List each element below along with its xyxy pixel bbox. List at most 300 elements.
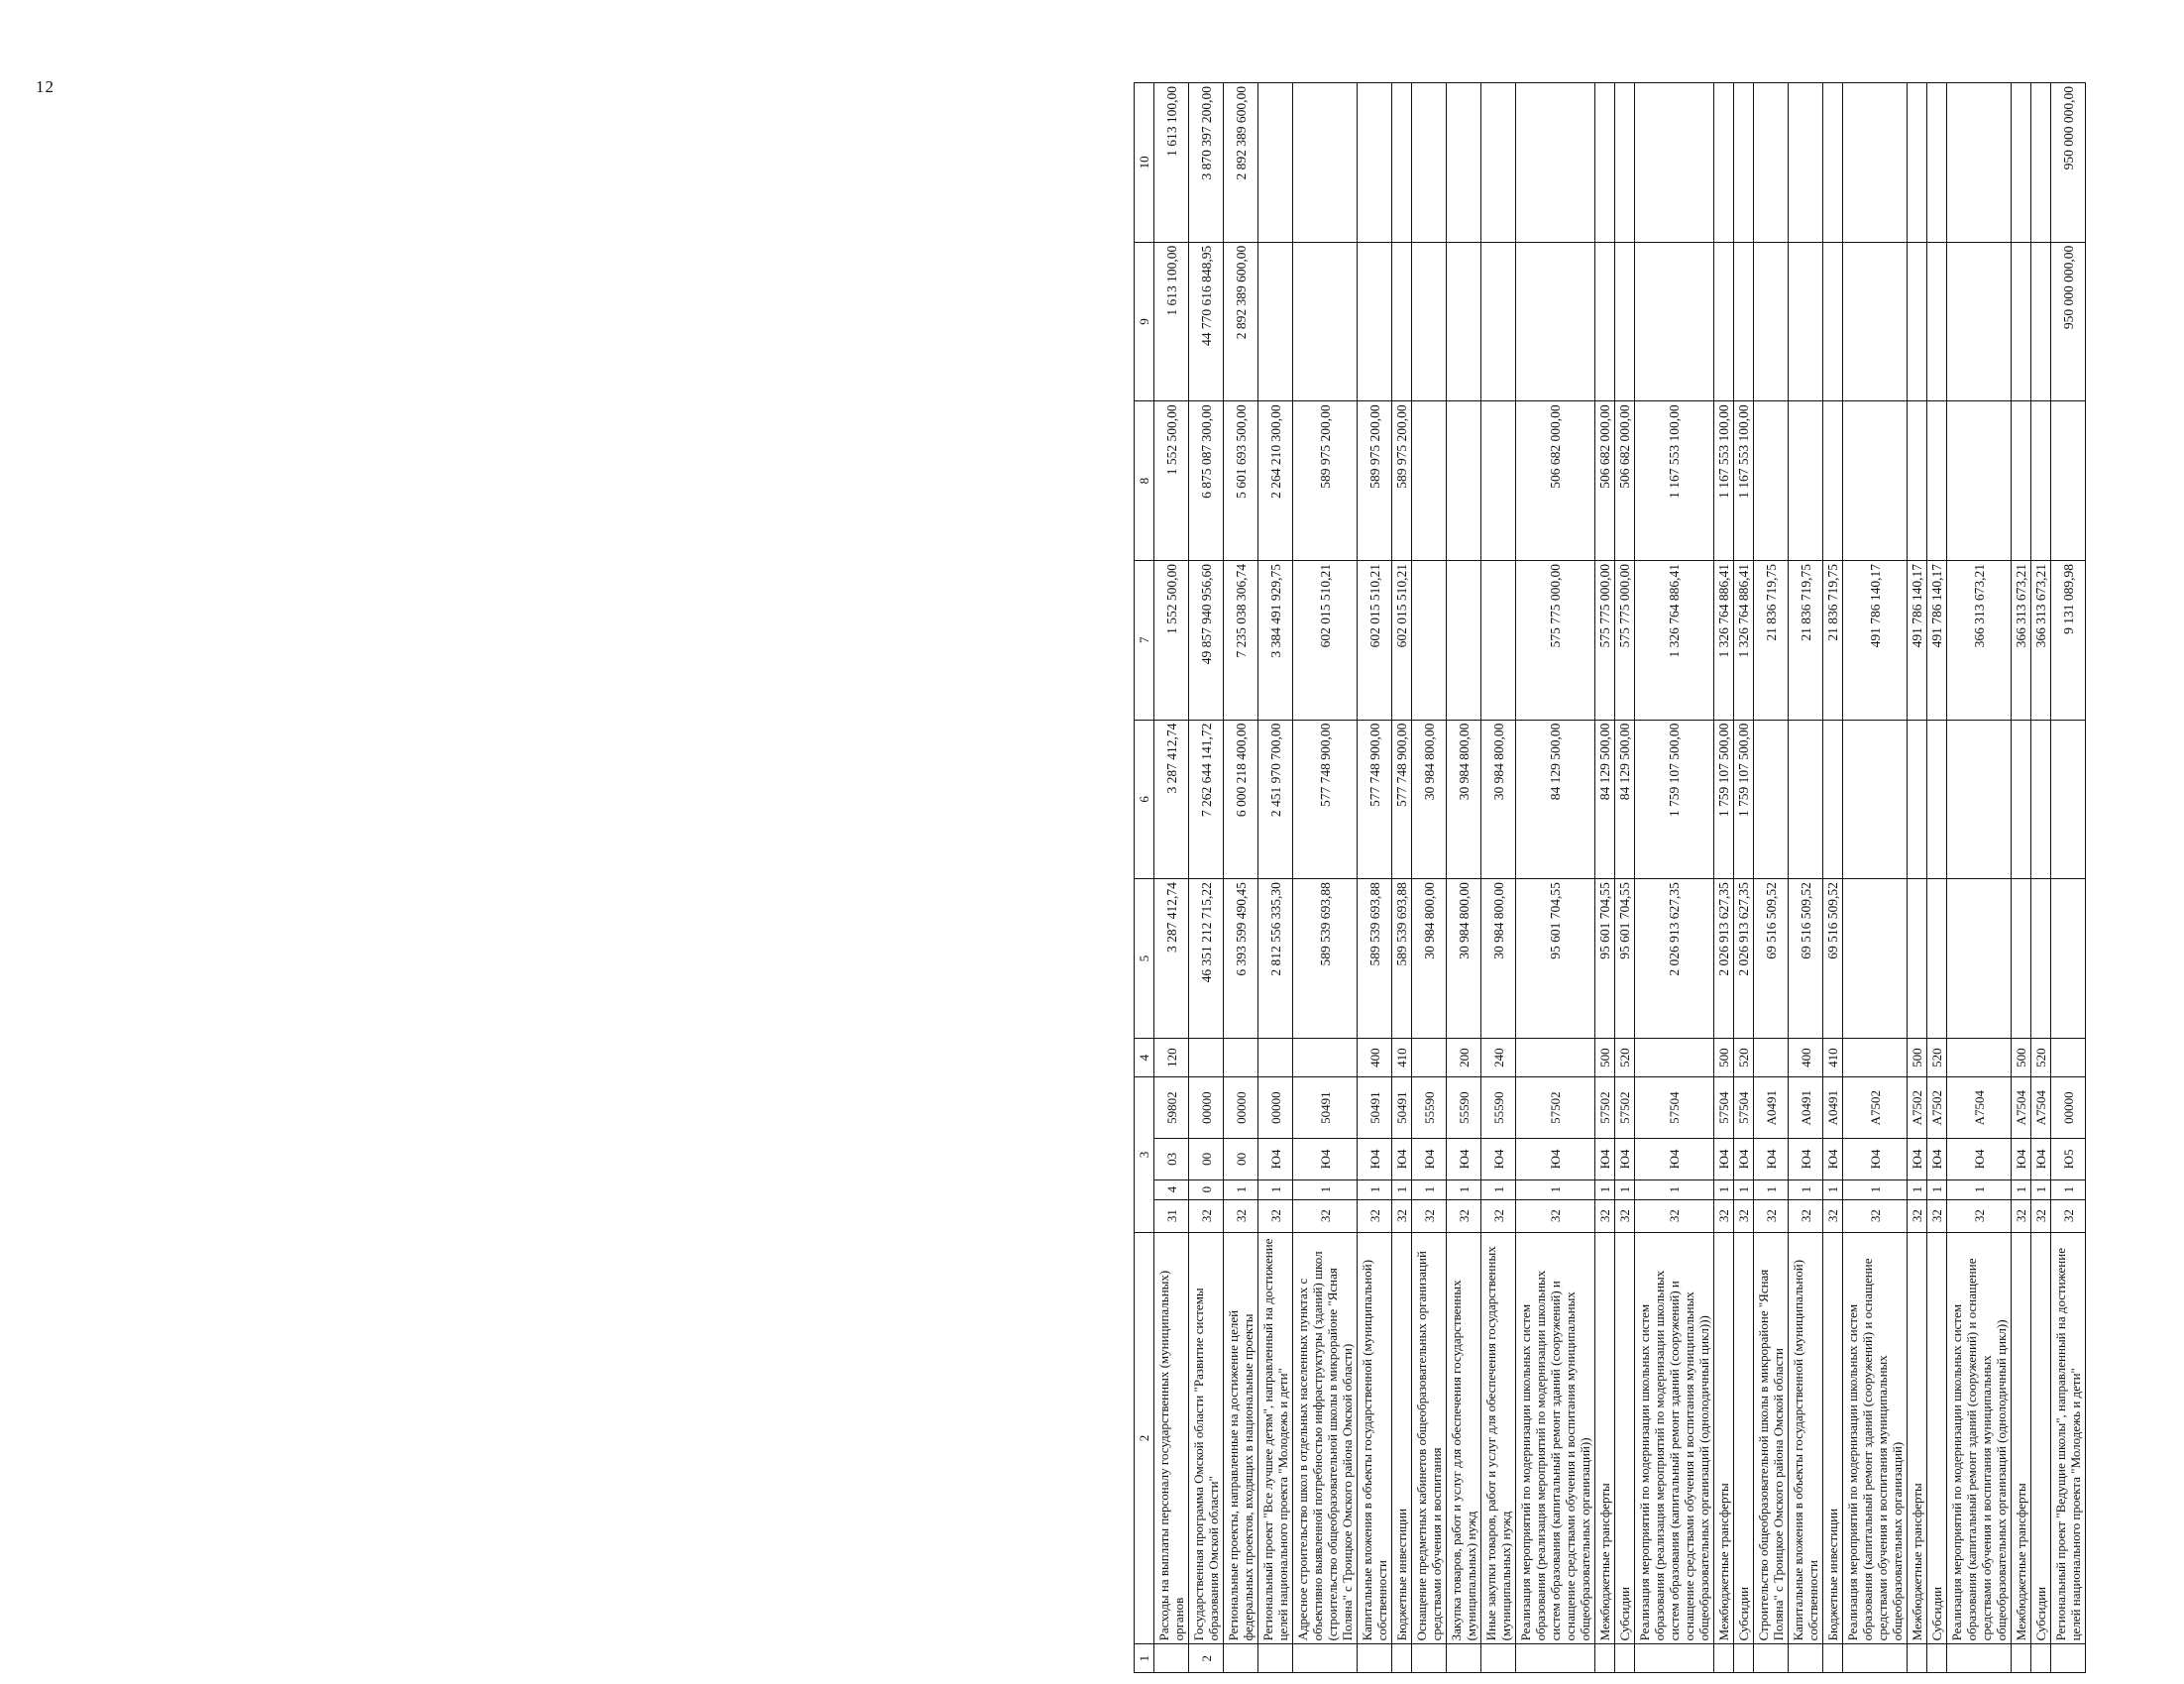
row-name: Межбюджетные трансферты [1595, 1232, 1615, 1644]
amount-col-8 [2031, 401, 2051, 561]
amount-col-7 [1481, 560, 1516, 720]
code-program: 32 [2051, 1199, 2086, 1232]
amount-col-8 [2051, 401, 2086, 561]
row-index [1516, 1644, 1595, 1673]
table-row [1481, 83, 1516, 1673]
table-row [1908, 83, 1927, 1673]
code-subprogram: 1 [1358, 1179, 1392, 1199]
row-index [1823, 1644, 1843, 1673]
code-direction: А7504 [2012, 1077, 2031, 1139]
amount-col-6 [2051, 720, 2086, 879]
code-project: Ю4 [1927, 1138, 1947, 1179]
header-cell: 9 [1135, 242, 1154, 401]
code-direction: 57504 [1734, 1077, 1754, 1139]
amount-col-6 [1927, 720, 1947, 879]
row-index [1258, 1644, 1293, 1673]
table-row [1754, 83, 1789, 1673]
amount-col-6 [1947, 720, 2012, 879]
table-body [1154, 83, 2086, 1673]
table-row [1516, 83, 1595, 1673]
code-direction: А7504 [1947, 1077, 2012, 1139]
amount-col-8 [1447, 401, 1481, 561]
expense-type-code [1224, 1038, 1258, 1077]
expense-type-code: 120 [1154, 1038, 1189, 1077]
code-direction: 50491 [1293, 1077, 1358, 1139]
amount-col-10 [2031, 83, 2051, 243]
row-name: Субсидии [1734, 1232, 1754, 1644]
amount-col-8: 589 975 200,00 [1293, 401, 1358, 561]
table-row [1447, 83, 1481, 1673]
code-project: Ю4 [1734, 1138, 1754, 1179]
table-row [1635, 83, 1714, 1673]
amount-col-7: 21 836 719,75 [1789, 560, 1823, 720]
expense-type-code [1754, 1038, 1789, 1077]
code-project: Ю4 [1481, 1138, 1516, 1179]
row-name: Адресное строительство школ в отдельных населенных пунктах с объективно выявленной потребностью инфраструктуры (зданий) школ (строительство общеобразовательной школы в микрорайоне "Ясная Поляна" с Троицкое Омского района Омской области) [1293, 1232, 1358, 1644]
expense-type-code [1635, 1038, 1714, 1077]
row-index [1358, 1644, 1392, 1673]
row-name: Бюджетные инвестиции [1392, 1232, 1412, 1644]
amount-col-8: 1 167 553 100,00 [1635, 401, 1714, 561]
amount-col-9 [1258, 242, 1293, 401]
code-program: 32 [1412, 1199, 1447, 1232]
row-index [1635, 1644, 1714, 1673]
header-row [1135, 83, 1154, 1673]
code-program: 32 [1734, 1199, 1754, 1232]
row-index [1447, 1644, 1481, 1673]
expense-type-code: 520 [2031, 1038, 2051, 1077]
code-program: 32 [1615, 1199, 1635, 1232]
amount-col-9 [1714, 242, 1734, 401]
expense-type-code: 500 [1714, 1038, 1734, 1077]
row-name: Региональные проекты, направленные на достижение целей федеральных проектов, входящих в национальные проекты [1224, 1232, 1258, 1644]
code-direction: А0491 [1754, 1077, 1789, 1139]
amount-col-9 [1734, 242, 1754, 401]
header-cell: 8 [1135, 401, 1154, 561]
code-subprogram: 1 [1754, 1179, 1789, 1199]
code-subprogram: 1 [1293, 1179, 1358, 1199]
code-program: 32 [1754, 1199, 1789, 1232]
expense-type-code [1189, 1038, 1224, 1077]
amount-col-9 [1595, 242, 1615, 401]
code-project: Ю4 [1908, 1138, 1927, 1179]
amount-col-6: 1 759 107 500,00 [1734, 720, 1754, 879]
code-program: 32 [1947, 1199, 2012, 1232]
code-program: 32 [1823, 1199, 1843, 1232]
amount-col-8 [2012, 401, 2031, 561]
code-program: 32 [1595, 1199, 1615, 1232]
amount-col-9 [1615, 242, 1635, 401]
amount-col-7: 602 015 510,21 [1293, 560, 1358, 720]
code-project: Ю4 [1447, 1138, 1481, 1179]
amount-col-5: 30 984 800,00 [1412, 879, 1447, 1039]
code-project: Ю4 [1823, 1138, 1843, 1179]
header-cell: 2 [1135, 1232, 1154, 1644]
code-subprogram: 1 [1412, 1179, 1447, 1199]
amount-col-6: 30 984 800,00 [1447, 720, 1481, 879]
row-name: Субсидии [1615, 1232, 1635, 1644]
amount-col-7: 575 775 000,00 [1615, 560, 1635, 720]
code-program: 32 [1293, 1199, 1358, 1232]
code-subprogram: 1 [1392, 1179, 1412, 1199]
table-row [1412, 83, 1447, 1673]
amount-col-5: 3 287 412,74 [1154, 879, 1189, 1039]
amount-col-8 [1843, 401, 1908, 561]
amount-col-7: 1 552 500,00 [1154, 560, 1189, 720]
amount-col-10 [1947, 83, 2012, 243]
amount-col-7: 602 015 510,21 [1392, 560, 1412, 720]
code-direction: А0491 [1823, 1077, 1843, 1139]
amount-col-10 [1734, 83, 1754, 243]
amount-col-9 [1447, 242, 1481, 401]
amount-col-10: 3 870 397 200,00 [1189, 83, 1224, 243]
amount-col-5: 2 026 913 627,35 [1734, 879, 1754, 1039]
row-name: Межбюджетные трансферты [2012, 1232, 2031, 1644]
amount-col-5: 589 539 693,88 [1358, 879, 1392, 1039]
table-row [1714, 83, 1734, 1673]
table-row [1392, 83, 1412, 1673]
amount-col-6 [1754, 720, 1789, 879]
code-program: 32 [1447, 1199, 1481, 1232]
page-number: 12 [36, 77, 55, 96]
row-index [1927, 1644, 1947, 1673]
row-name: Бюджетные инвестиции [1823, 1232, 1843, 1644]
expense-type-code [1516, 1038, 1595, 1077]
amount-col-8: 589 975 200,00 [1392, 401, 1412, 561]
code-project: Ю4 [1635, 1138, 1714, 1179]
budget-table [1134, 82, 2086, 1673]
amount-col-5: 30 984 800,00 [1447, 879, 1481, 1039]
code-subprogram: 1 [1615, 1179, 1635, 1199]
amount-col-5: 30 984 800,00 [1481, 879, 1516, 1039]
code-direction: 50491 [1392, 1077, 1412, 1139]
row-name: Реализация мероприятий по модернизации школьных систем образования (реализация мероприятий по модернизации школьных систем образования (капитальный ремонт зданий (сооружений) и оснащение средствами обучения и воспитания муниципальных общеобразовательных организаций)) [1516, 1232, 1595, 1644]
amount-col-7: 9 131 089,98 [2051, 560, 2086, 720]
amount-col-10 [1595, 83, 1615, 243]
code-subprogram: 1 [1823, 1179, 1843, 1199]
code-direction: 57504 [1714, 1077, 1734, 1139]
amount-col-7 [1447, 560, 1481, 720]
amount-col-5 [1927, 879, 1947, 1039]
amount-col-9: 44 770 616 848,95 [1189, 242, 1224, 401]
amount-col-6 [1823, 720, 1843, 879]
code-program: 32 [1258, 1199, 1293, 1232]
amount-col-10 [2012, 83, 2031, 243]
amount-col-6: 577 748 900,00 [1392, 720, 1412, 879]
amount-col-8 [1947, 401, 2012, 561]
code-project: Ю4 [1258, 1138, 1293, 1179]
amount-col-9 [1908, 242, 1927, 401]
expense-type-code [1947, 1038, 2012, 1077]
amount-col-6: 84 129 500,00 [1595, 720, 1615, 879]
amount-col-7: 575 775 000,00 [1516, 560, 1595, 720]
amount-col-9 [1789, 242, 1823, 401]
code-subprogram: 1 [1447, 1179, 1481, 1199]
amount-col-5: 6 393 599 490,45 [1224, 879, 1258, 1039]
code-program: 32 [2012, 1199, 2031, 1232]
row-index [2012, 1644, 2031, 1673]
amount-col-6 [2012, 720, 2031, 879]
amount-col-6: 1 759 107 500,00 [1635, 720, 1714, 879]
table-row [1927, 83, 1947, 1673]
amount-col-8: 506 682 000,00 [1595, 401, 1615, 561]
code-project: Ю4 [1843, 1138, 1908, 1179]
row-name: Реализация мероприятий по модернизации школьных систем образования (капитальный ремонт зданий (сооружений) и оснащение средствами обучения и воспитания муниципальных общеобразовательных организаций (однолодичный цикл)) [1947, 1232, 2012, 1644]
code-direction: 57504 [1635, 1077, 1714, 1139]
code-project: Ю4 [1714, 1138, 1734, 1179]
code-subprogram: 1 [1789, 1179, 1823, 1199]
expense-type-code [1258, 1038, 1293, 1077]
expense-type-code: 200 [1447, 1038, 1481, 1077]
header-cell: 6 [1135, 720, 1154, 879]
code-project: Ю4 [1789, 1138, 1823, 1179]
expense-type-code: 400 [1358, 1038, 1392, 1077]
code-subprogram: 1 [1258, 1179, 1293, 1199]
expense-type-code: 500 [1595, 1038, 1615, 1077]
code-direction: А7502 [1908, 1077, 1927, 1139]
amount-col-10 [1927, 83, 1947, 243]
code-program: 32 [1908, 1199, 1927, 1232]
amount-col-10 [1714, 83, 1734, 243]
amount-col-9 [1843, 242, 1908, 401]
amount-col-6: 3 287 412,74 [1154, 720, 1189, 879]
code-project: Ю4 [1293, 1138, 1358, 1179]
code-subprogram: 1 [1843, 1179, 1908, 1199]
amount-col-9 [1392, 242, 1412, 401]
amount-col-5: 589 539 693,88 [1392, 879, 1412, 1039]
header-cell: 5 [1135, 879, 1154, 1039]
amount-col-8: 506 682 000,00 [1516, 401, 1595, 561]
table-row [1615, 83, 1635, 1673]
amount-col-7: 1 326 764 886,41 [1734, 560, 1754, 720]
code-direction: 00000 [1189, 1077, 1224, 1139]
code-direction: А7502 [1843, 1077, 1908, 1139]
expense-type-code: 500 [2012, 1038, 2031, 1077]
table-row [1258, 83, 1293, 1673]
amount-col-6: 30 984 800,00 [1412, 720, 1447, 879]
row-index [1392, 1644, 1412, 1673]
amount-col-10 [1258, 83, 1293, 243]
expense-type-code [1412, 1038, 1447, 1077]
code-project: Ю4 [2031, 1138, 2051, 1179]
row-index [1412, 1644, 1447, 1673]
code-direction: 57502 [1595, 1077, 1615, 1139]
amount-col-5: 69 516 509,52 [1823, 879, 1843, 1039]
amount-col-5: 589 539 693,88 [1293, 879, 1358, 1039]
code-project: Ю4 [1392, 1138, 1412, 1179]
row-index [2031, 1644, 2051, 1673]
amount-col-8 [1481, 401, 1516, 561]
amount-col-5: 46 351 212 715,22 [1189, 879, 1224, 1039]
code-subprogram: 1 [1481, 1179, 1516, 1199]
amount-col-10: 950 000 000,00 [2051, 83, 2086, 243]
amount-col-7: 491 786 140,17 [1908, 560, 1927, 720]
expense-type-code: 400 [1789, 1038, 1823, 1077]
amount-col-5 [1908, 879, 1927, 1039]
table-row [1293, 83, 1358, 1673]
amount-col-5: 69 516 509,52 [1754, 879, 1789, 1039]
amount-col-7: 49 857 940 956,60 [1189, 560, 1224, 720]
table-row [1823, 83, 1843, 1673]
row-name: Межбюджетные трансферты [1714, 1232, 1734, 1644]
amount-col-9 [1412, 242, 1447, 401]
row-index [1734, 1644, 1754, 1673]
expense-type-code [2051, 1038, 2086, 1077]
row-name: Строительство общеобразовательной школы в микрорайоне "Ясная Поляна" с Троицкое Омского района Омской области [1754, 1232, 1789, 1644]
table-row [2051, 83, 2086, 1673]
amount-col-10 [1447, 83, 1481, 243]
row-index: 2 [1189, 1644, 1224, 1673]
amount-col-6: 1 759 107 500,00 [1714, 720, 1734, 879]
code-project: Ю4 [1358, 1138, 1392, 1179]
amount-col-10 [1635, 83, 1714, 243]
amount-col-8 [1754, 401, 1789, 561]
amount-col-10: 1 613 100,00 [1154, 83, 1189, 243]
row-name: Региональный проект "Все лучшее детям", направленный на достижение целей национального проекта "Молодежь и дети" [1258, 1232, 1293, 1644]
code-direction: А7504 [2031, 1077, 2051, 1139]
amount-col-7: 575 775 000,00 [1595, 560, 1615, 720]
amount-col-10 [1392, 83, 1412, 243]
code-subprogram: 1 [1947, 1179, 2012, 1199]
code-subprogram: 1 [1516, 1179, 1595, 1199]
code-direction: 00000 [1258, 1077, 1293, 1139]
row-name: Иные закупки товаров, работ и услуг для обеспечения государственных (муниципальных) нужд [1481, 1232, 1516, 1644]
amount-col-6: 7 262 644 141,72 [1189, 720, 1224, 879]
table-row [1189, 83, 1224, 1673]
row-index [1293, 1644, 1358, 1673]
amount-col-5 [2012, 879, 2031, 1039]
expense-type-code: 240 [1481, 1038, 1516, 1077]
table-row [1789, 83, 1823, 1673]
row-name: Капитальные вложения в объекты государственной (муниципальной) собственности [1789, 1232, 1823, 1644]
amount-col-7: 366 313 673,21 [2031, 560, 2051, 720]
amount-col-8 [1927, 401, 1947, 561]
expense-type-code: 410 [1823, 1038, 1843, 1077]
amount-col-5 [2031, 879, 2051, 1039]
code-project: Ю5 [2051, 1138, 2086, 1179]
amount-col-7: 1 326 764 886,41 [1714, 560, 1734, 720]
amount-col-10 [1789, 83, 1823, 243]
code-project: Ю4 [1595, 1138, 1615, 1179]
amount-col-8 [1789, 401, 1823, 561]
code-direction: 00000 [2051, 1077, 2086, 1139]
table-row [1358, 83, 1392, 1673]
amount-col-9 [1293, 242, 1358, 401]
code-direction: 57502 [1516, 1077, 1595, 1139]
amount-col-7: 366 313 673,21 [1947, 560, 2012, 720]
code-program: 32 [1189, 1199, 1224, 1232]
amount-col-8 [1412, 401, 1447, 561]
code-project: Ю4 [1412, 1138, 1447, 1179]
code-program: 32 [1714, 1199, 1734, 1232]
amount-col-10 [1358, 83, 1392, 243]
amount-col-9 [1481, 242, 1516, 401]
code-direction: 57502 [1615, 1077, 1635, 1139]
amount-col-8: 6 875 087 300,00 [1189, 401, 1224, 561]
code-project: Ю4 [1516, 1138, 1595, 1179]
amount-col-9 [1927, 242, 1947, 401]
amount-col-6: 84 129 500,00 [1615, 720, 1635, 879]
code-project: 00 [1224, 1138, 1258, 1179]
amount-col-7: 21 836 719,75 [1823, 560, 1843, 720]
amount-col-5: 95 601 704,55 [1595, 879, 1615, 1039]
amount-col-8 [1908, 401, 1927, 561]
amount-col-9: 950 000 000,00 [2051, 242, 2086, 401]
row-name: Региональный проект "Ведущие школы", направленный на достижение целей национального проекта "Молодежь и дети" [2051, 1232, 2086, 1644]
code-direction: 59802 [1154, 1077, 1189, 1139]
amount-col-6 [1789, 720, 1823, 879]
amount-col-5: 2 026 913 627,35 [1714, 879, 1734, 1039]
table-row [1595, 83, 1615, 1673]
expense-type-code: 520 [1927, 1038, 1947, 1077]
amount-col-6: 84 129 500,00 [1516, 720, 1595, 879]
amount-col-8: 1 167 553 100,00 [1734, 401, 1754, 561]
row-index [1595, 1644, 1615, 1673]
amount-col-5: 95 601 704,55 [1516, 879, 1595, 1039]
code-subprogram: 0 [1189, 1179, 1224, 1199]
table-row [1154, 83, 1189, 1673]
row-index [2051, 1644, 2086, 1673]
amount-col-7: 491 786 140,17 [1843, 560, 1908, 720]
row-name: Государственная программа Омской области "Развитие системы образования Омской области" [1189, 1232, 1224, 1644]
row-name: Реализация мероприятий по модернизации школьных систем образования (реализация мероприятий по модернизации школьных систем образования (капитальный ремонт зданий (сооружений) и оснащение средствами обучения и воспитания муниципальных общеобразовательных организаций (однолодичный цикл))) [1635, 1232, 1714, 1644]
amount-col-6: 30 984 800,00 [1481, 720, 1516, 879]
row-name: Оснащение предметных кабинетов общеобразовательных организаций средствами обучения и воспитания [1412, 1232, 1447, 1644]
budget-table-sheet [1134, 82, 2184, 1673]
row-name: Субсидии [2031, 1232, 2051, 1644]
code-project: Ю4 [1947, 1138, 2012, 1179]
code-program: 31 [1154, 1199, 1189, 1232]
code-project: Ю4 [1615, 1138, 1635, 1179]
code-direction: А7502 [1927, 1077, 1947, 1139]
amount-col-9 [1516, 242, 1595, 401]
row-index [1224, 1644, 1258, 1673]
amount-col-7: 1 326 764 886,41 [1635, 560, 1714, 720]
amount-col-10 [1615, 83, 1635, 243]
table-row [1843, 83, 1908, 1673]
expense-type-code: 410 [1392, 1038, 1412, 1077]
amount-col-8: 1 167 553 100,00 [1714, 401, 1734, 561]
code-program: 32 [1392, 1199, 1412, 1232]
code-program: 32 [1224, 1199, 1258, 1232]
code-subprogram: 1 [2031, 1179, 2051, 1199]
amount-col-9 [1635, 242, 1714, 401]
expense-type-code [1293, 1038, 1358, 1077]
row-index [1908, 1644, 1927, 1673]
row-index [1789, 1644, 1823, 1673]
header-cell: 1 [1135, 1644, 1154, 1673]
amount-col-8: 506 682 000,00 [1615, 401, 1635, 561]
amount-col-7: 21 836 719,75 [1754, 560, 1789, 720]
amount-col-8: 5 601 693 500,00 [1224, 401, 1258, 561]
code-subprogram: 1 [2051, 1179, 2086, 1199]
code-subprogram: 1 [1595, 1179, 1615, 1199]
row-name: Субсидии [1927, 1232, 1947, 1644]
amount-col-7: 602 015 510,21 [1358, 560, 1392, 720]
code-subprogram: 1 [1224, 1179, 1258, 1199]
amount-col-8: 1 552 500,00 [1154, 401, 1189, 561]
amount-col-10 [1843, 83, 1908, 243]
code-direction: 55590 [1412, 1077, 1447, 1139]
code-project: Ю4 [1754, 1138, 1789, 1179]
row-index [1947, 1644, 2012, 1673]
amount-col-6 [1843, 720, 1908, 879]
row-name: Капитальные вложения в объекты государственной (муниципальной) собственности [1358, 1232, 1392, 1644]
header-cell: 4 [1135, 1038, 1154, 1077]
row-name: Расходы на выплаты персоналу государственных (муниципальных) органов [1154, 1232, 1189, 1644]
code-program: 32 [1843, 1199, 1908, 1232]
table-row [1224, 83, 1258, 1673]
